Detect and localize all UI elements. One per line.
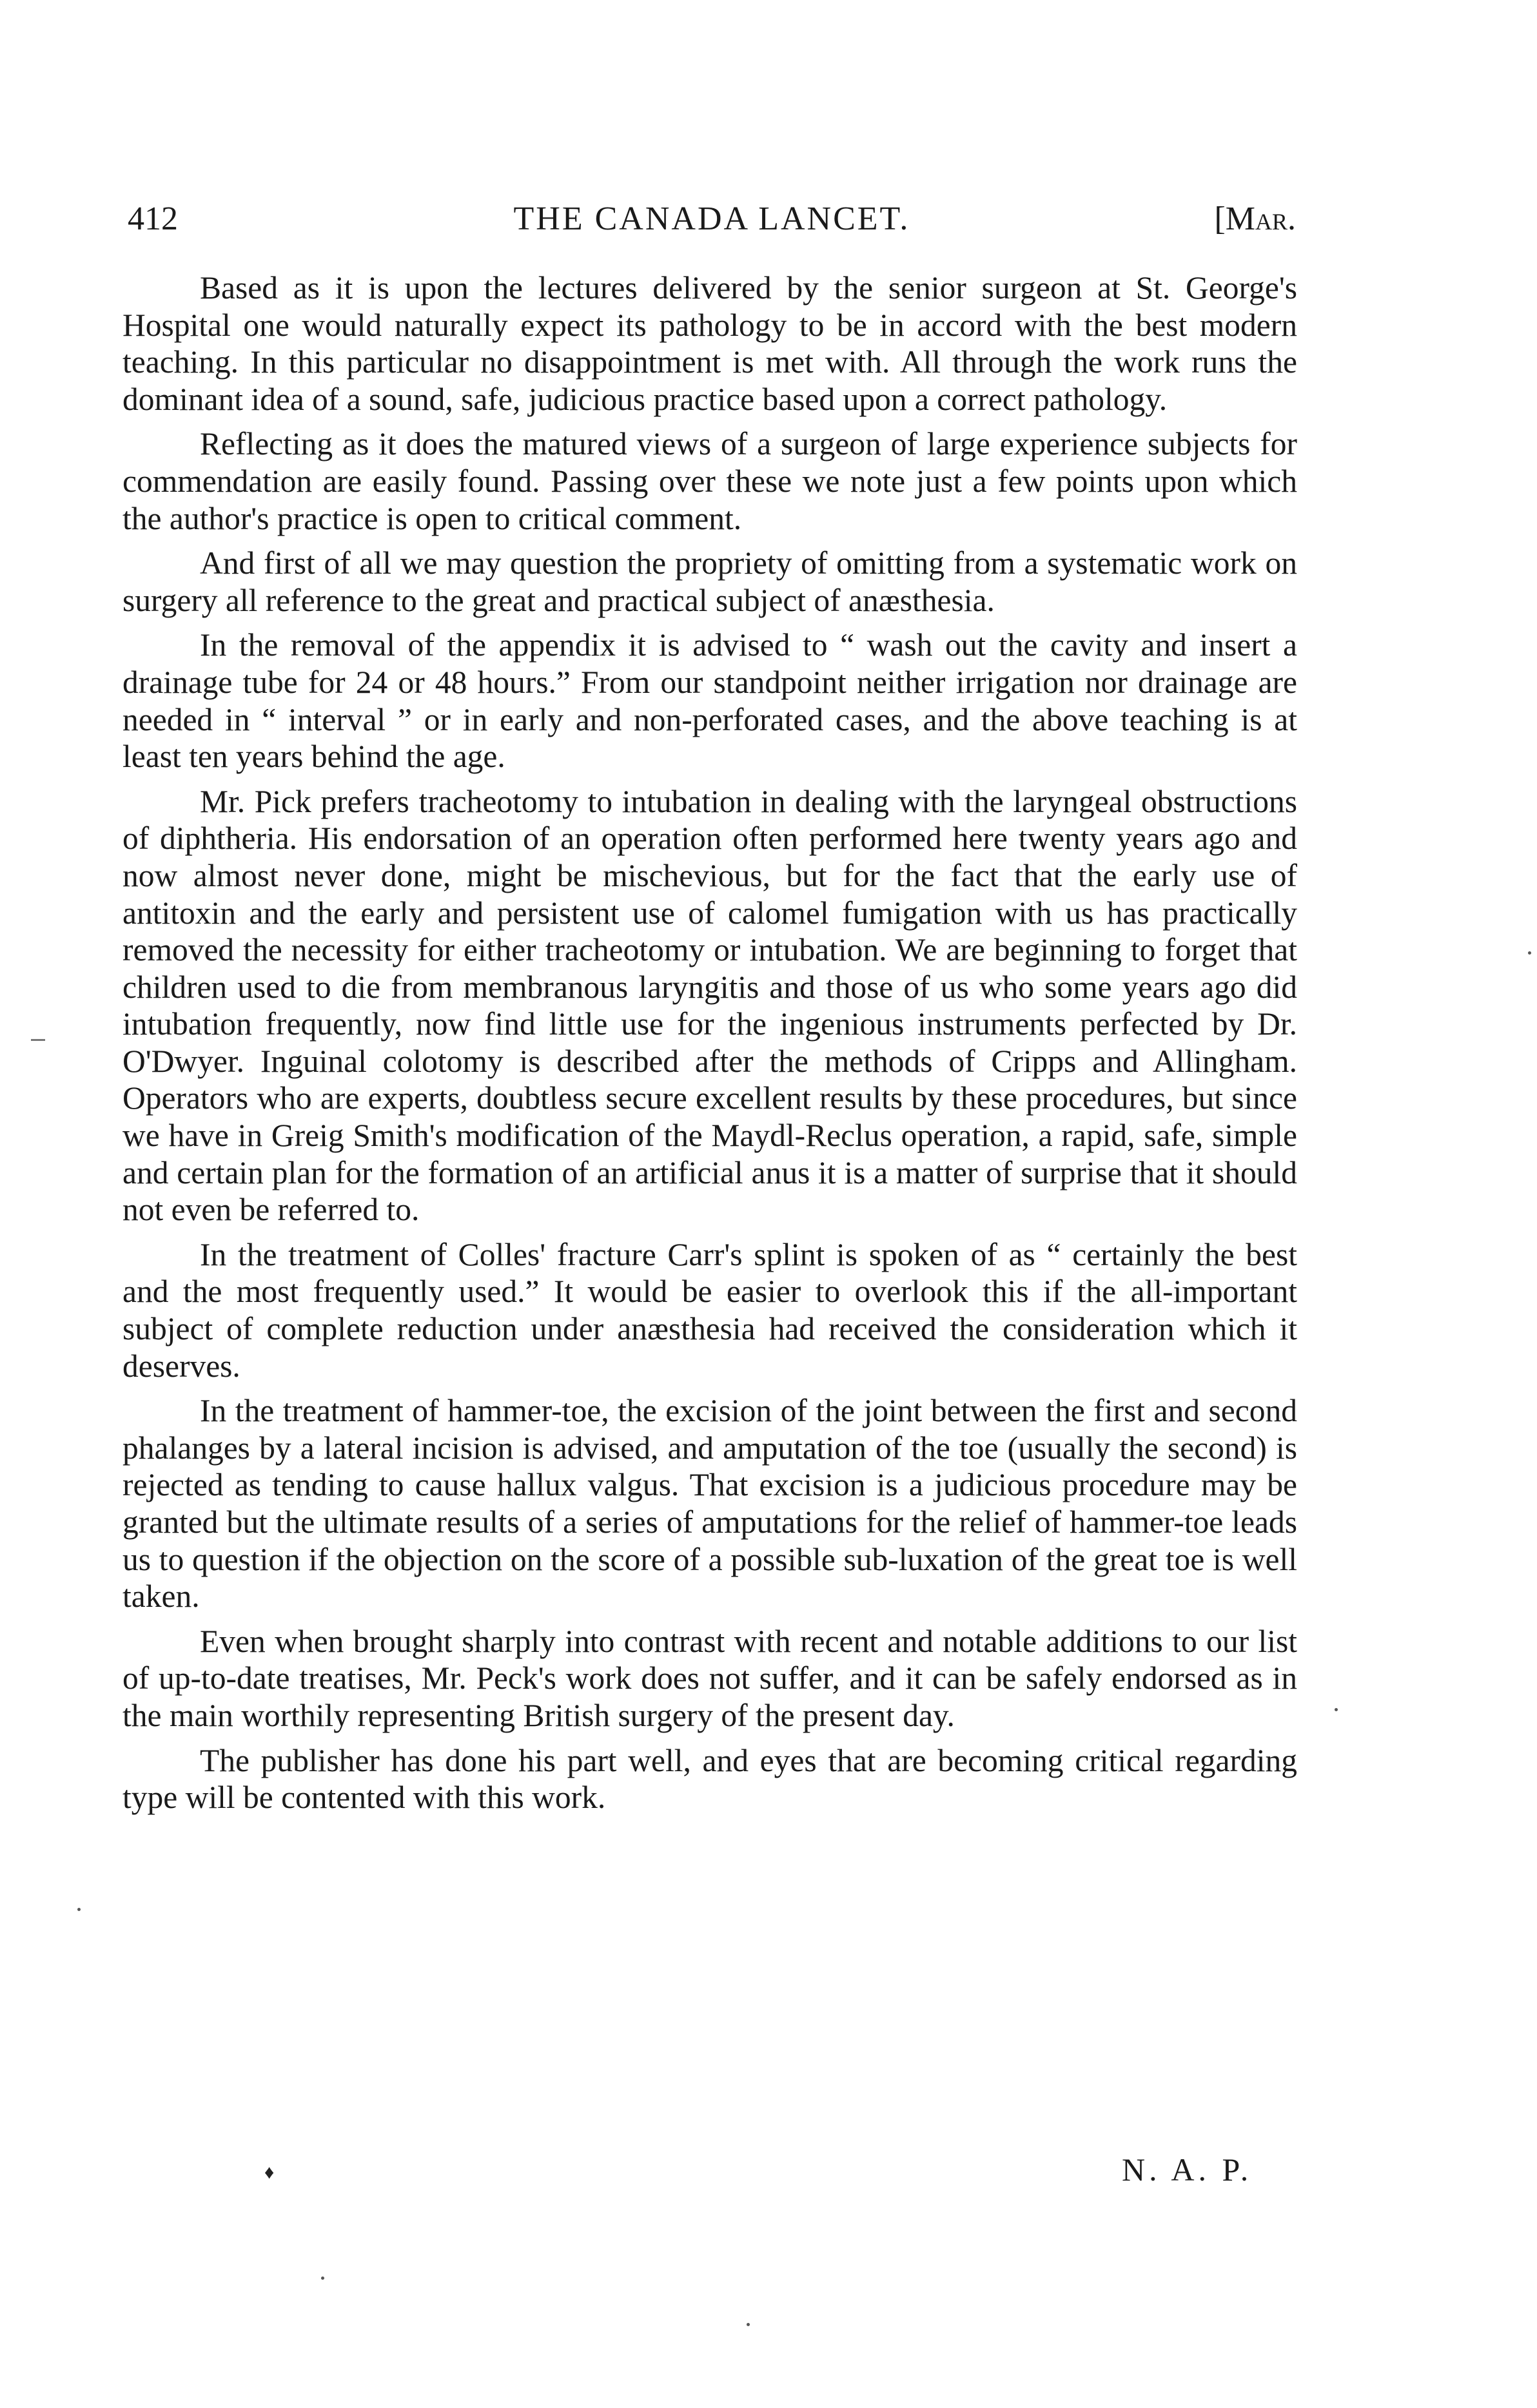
- margin-speck: [321, 2277, 324, 2280]
- paragraph-endorsement: Even when brought sharply into contrast with recent and notable additions to our list of up-to-date treatises, Mr. Peck's work does not suffer, and it can be safely endorsed as in the main worthily representing British surgery of the present day.: [122, 1623, 1297, 1733]
- margin-speck: [1528, 951, 1531, 955]
- article-body: [122, 269, 1297, 1824]
- margin-speck: [1335, 1708, 1338, 1711]
- author-signature: N. A. P.: [1122, 2151, 1253, 2188]
- paragraph-publisher: The publisher has done his part well, and eyes that are becoming critical regarding type will be contented with this work.: [122, 1742, 1297, 1816]
- page-number: 412: [128, 200, 178, 237]
- margin-mark: [31, 1039, 45, 1041]
- printer-ornament-icon: ♦: [264, 2162, 275, 2183]
- paragraph-commendation: Reflecting as it does the matured views of a surgeon of large experience subjects for commendation are easily found. Passing over these we note just a few points upon which the author's practice is open to critical comment.: [122, 426, 1297, 536]
- margin-speck: [77, 1908, 81, 1911]
- paragraph-appendix: In the removal of the appendix it is advised to “ wash out the cavity and insert a drainage tube for 24 or 48 hours.” From our standpoint neither irrigation nor drainage are needed in “ interval ” or in early and non-perforated cases, and the above teaching is at least ten years behind the age.: [122, 627, 1297, 775]
- paragraph-hammer-toe: In the treatment of hammer-toe, the excision of the joint between the first and second phalanges by a lateral incision is advised, and amputation of the toe (usually the second) is rejected as tending to cause hallux valgus. That excision is a judicious procedure may be granted but the ultimate results of a series of amputations for the relief of hammer-toe leads us to question if the objection on the score of a possible sub-luxation of the great toe is well taken.: [122, 1393, 1297, 1615]
- paragraph-tracheotomy: Mr. Pick prefers tracheotomy to intubation in dealing with the laryngeal obstructions of diphtheria. His endorsation of an operation often performed here twenty years ago and now almost never done, might be mischevious, but for the fact that the early use of antitoxin and the early and persistent use of calomel fumigation with us has practically removed the necessity for either tracheotomy or intubation. We are beginning to forget that children used to die from membranous laryngitis and those of us who some years ago did intubation frequently, now find little use for the ingenious instruments perfected by Dr. O'Dwyer. Inguinal colotomy is described after the methods of Cripps and Allingham. Operators who are experts, doubtless secure excellent results by these procedures, but since we have in Greig Smith's modification of the Maydl-Reclus operation, a rapid, safe, simple and certain plan for the formation of an artificial anus it is a matter of surprise that it should not even be referred to.: [122, 783, 1297, 1228]
- journal-title: THE CANADA LANCET.: [513, 200, 910, 237]
- paragraph-pathology: Based as it is upon the lectures delivered by the senior surgeon at St. George's Hospital one would naturally expect its pathology to be in accord with the best modern teaching. In this particular no disappointment is met with. All through the work runs the dominant idea of a sound, safe, judicious practice based upon a correct pathology.: [122, 270, 1297, 417]
- paragraph-anaesthesia: And first of all we may question the propriety of omitting from a systematic work on surgery all reference to the great and practical subject of anæsthesia.: [122, 545, 1297, 618]
- margin-speck: [747, 2323, 750, 2326]
- running-head: [Mar.: [1214, 200, 1296, 237]
- page-header: [128, 193, 1296, 245]
- paragraph-colles-fracture: In the treatment of Colles' fracture Carr's splint is spoken of as “ certainly the best and the most frequently used.” It would be easier to overlook this if the all-important subject of complete reduction under anæsthesia had received the consideration which it deserves.: [122, 1236, 1297, 1384]
